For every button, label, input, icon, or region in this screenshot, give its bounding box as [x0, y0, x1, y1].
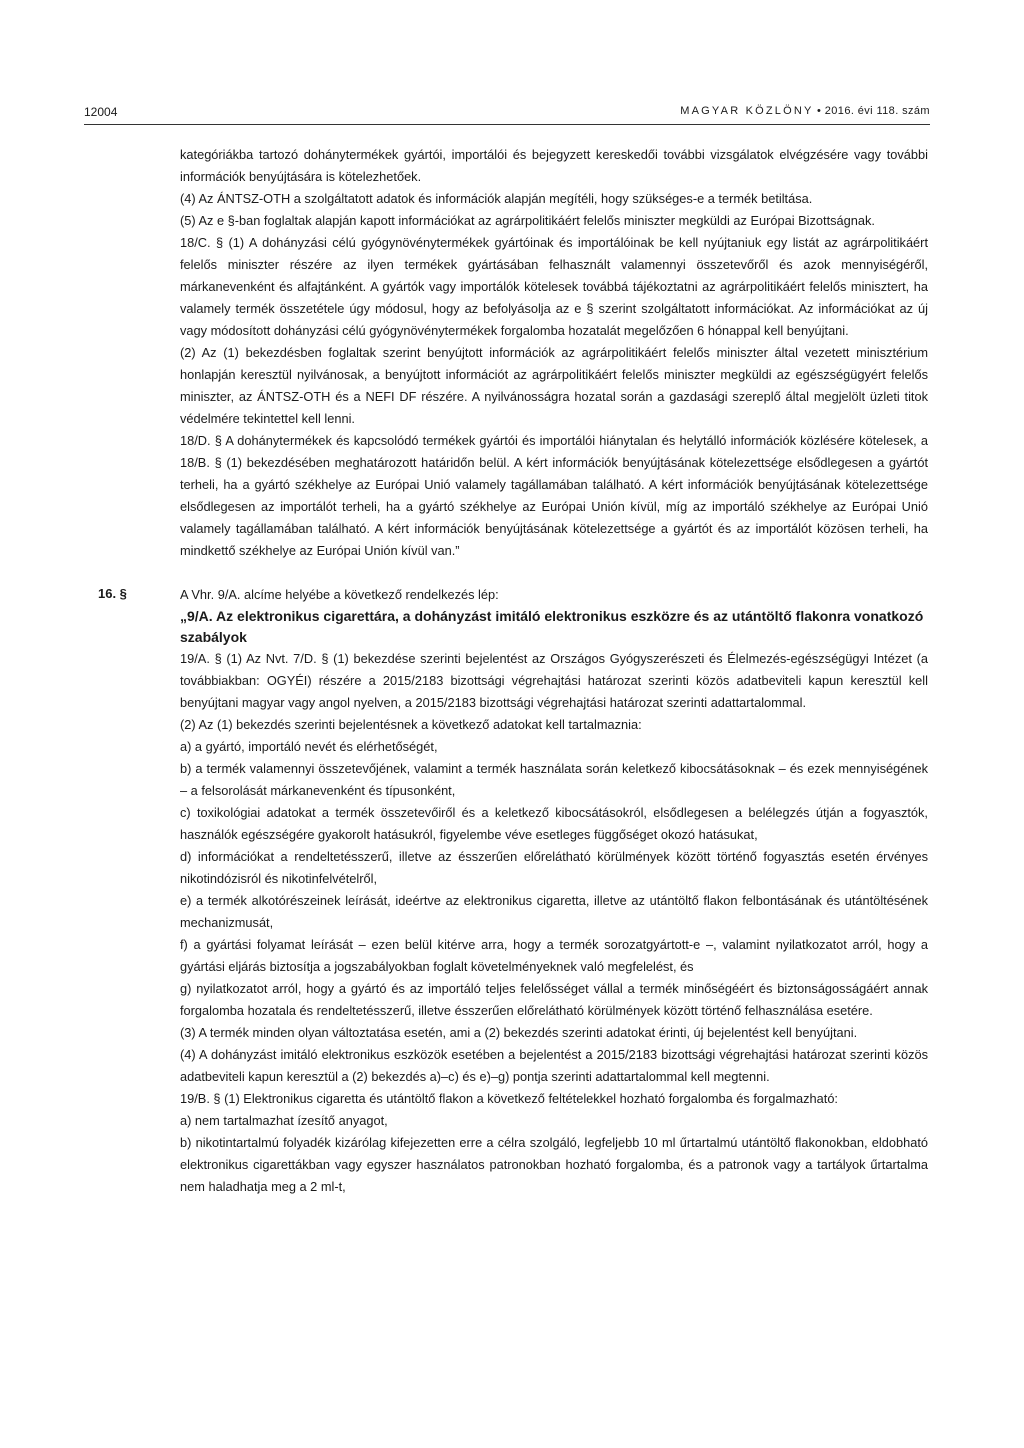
page-header: [84, 103, 930, 123]
list-item: b) nikotintartalmú folyadék kizárólag kifejezetten erre a célra szolgáló, legfeljebb 10 ml űrtartalmú utántöltő flakonokban, eldobható elektronikus cigarettákban vagy egyszer használatos patronokban hozható forgalomba, és a patronok vagy a tartályok űrtartalma nem haladhatja meg a 2 ml-t,: [180, 1135, 928, 1194]
paragraph: 18/C. § (1) A dohányzási célú gyógynövénytermékek gyártóinak és importálóinak be kell nyújtaniuk egy listát az agrárpolitikáért felelős miniszter részére az ilyen termékek gyártásában felhasznált valamennyi összetevőről és azok mennyiségéről, márkanevenként és alfajtánként. A gyártók vagy importálók kötelesek továbbá tájékoztatni az agrárpolitikáért felelős minisztert, ha valamely termék összetétele úgy módosul, hogy az befolyásolja az e § szerint szolgáltatott információkat. Az információkat az új vagy módosított dohányzási célú gyógynövénytermékek forgalomba hozatalát megelőzően 6 hónappal kell benyújtani.: [180, 235, 928, 338]
list-item: b) a termék valamennyi összetevőjének, valamint a termék használata során keletkező kibocsátásoknak – és ezek mennyiségének – a felsorolását márkanevenként és típusonként,: [180, 761, 928, 798]
paragraph: 19/A. § (1) Az Nvt. 7/D. § (1) bekezdése szerinti bejelentést az Országos Gyógyszerészeti és Élelmezés-egészségügyi Intézet (a továbbiakban: OGYÉI) részére a 2015/2183 bizottsági végrehajtási határozat szerinti közös adatbeviteli kapun keresztül kell benyújtani magyar vagy angol nyelven, a 2015/2183 bizottsági végrehajtási határozat szerinti adattartalommal.: [180, 651, 928, 710]
paragraph: kategóriákba tartozó dohánytermékek gyártói, importálói és bejegyzett kereskedői további vizsgálatok elvégzésére vagy további információk benyújtására is kötelezhetőek.: [180, 147, 928, 184]
header-rule: [84, 124, 930, 125]
paragraph: 18/D. § A dohánytermékek és kapcsolódó termékek gyártói és importálói hiánytalan és helytálló információk közlésére kötelesek, a 18/B. § (1) bekezdésében meghatározott határidőn belül. A kért információk benyújtásának kötelezettsége elsődlegesen a gyártót terheli, ha a gyártó székhelye az Európai Unió valamely tagállamában található. A kért információk benyújtásának kötelezettsége elsődlegesen az importálót terheli, ha a gyártó székhelye az Európai Unión kívül, míg az importáló székhelye az Európai Unió valamely tagállamában található. A kért információk benyújtásának kötelezettsége a gyártót és az importálót közösen terheli, ha mindkettő székhelye az Európai Unión kívül van.”: [180, 433, 928, 558]
header-bullet: •: [817, 105, 822, 117]
paragraph: (5) Az e §-ban foglaltak alapján kapott információkat az agrárpolitikáért felelős miniszter megküldi az Európai Bizottságnak.: [180, 213, 875, 228]
list-item: c) toxikológiai adatokat a termék összetevőiről és a keletkező kibocsátásokról, elsődlegesen a belélegzés útján a fogyasztók, használók egészségére gyakorolt hatásukról, figyelembe véve esetleges függőséget okozó hatásukat,: [180, 805, 928, 842]
section-number: 16. §: [98, 586, 127, 601]
paragraph: (2) Az (1) bekezdésben foglaltak szerint benyújtott információk az agrárpolitikáért felelős miniszter által vezetett minisztérium honlapján keresztül nyilvánosak, a benyújtott információt az agrárpolitikáért felelős miniszter megküldi az egészségügyért felelős miniszter, az ÁNTSZ-OTH és a NEFI DF részére. A nyilvánosságra hozatal során a gazdasági szereplő által megjelölt üzleti titok védelmére tekintettel kell lenni.: [180, 345, 928, 426]
page-number: 12004: [84, 105, 118, 119]
document-body: [180, 144, 928, 1198]
section-heading: „9/A. Az elektronikus cigarettára, a dohányzást imitáló elektronikus eszközre és az utántöltő flakonra vonatkozó szabályok: [180, 608, 924, 645]
paragraph: 19/B. § (1) Elektronikus cigaretta és utántöltő flakon a következő feltételekkel hozható forgalomba és forgalmazható:: [180, 1091, 838, 1106]
list-item: f) a gyártási folyamat leírását – ezen belül kitérve arra, hogy a termék sorozatgyártott-e –, valamint nyilatkozatot arról, hogy a gyártási eljárás biztosítja a jogszabályokban foglalt követelményeknek való megfelelést, és: [180, 937, 928, 974]
list-item: d) információkat a rendeltetésszerű, illetve az ésszerűen előrelátható körülmények között történő fogyasztás esetén érvényes nikotindózisról és nikotinfelvételről,: [180, 849, 928, 886]
list-item: g) nyilatkozatot arról, hogy a gyártó és az importáló teljes felelősséget vállal a termék minőségéért és biztonságosságáért annak forgalomba hozatala és rendeltetésszerű, illetve ésszerűen előrelátható körülmények között történő felhasználása esetére.: [180, 981, 928, 1018]
list-item: a) a gyártó, importáló nevét és elérhetőségét,: [180, 739, 438, 754]
journal-title: [680, 105, 930, 117]
issue-number: 2016. évi 118. szám: [824, 105, 930, 117]
paragraph: (4) A dohányzást imitáló elektronikus eszközök esetében a bejelentést a 2015/2183 bizottsági végrehajtási határozat szerinti közös adatbeviteli kapun keresztül a (2) bekezdés a)–c) és e)–g) pontja szerinti adattartalommal kell megtenni.: [180, 1047, 928, 1084]
section-intro: A Vhr. 9/A. alcíme helyébe a következő rendelkezés lép:: [180, 587, 499, 602]
section-gap: [180, 562, 928, 584]
paragraph: (2) Az (1) bekezdés szerinti bejelentésnek a következő adatokat kell tartalmaznia:: [180, 717, 642, 732]
paragraph: (3) A termék minden olyan változtatása esetén, ami a (2) bekezdés szerinti adatokat érinti, új bejelentést kell benyújtani.: [180, 1025, 858, 1040]
journal-name: MAGYAR KÖZLÖNY: [680, 105, 814, 117]
list-item: e) a termék alkotórészeinek leírását, ideértve az elektronikus cigaretta, illetve az utántöltő flakon felbontásának és utántöltésének mechanizmusát,: [180, 893, 928, 930]
list-item: a) nem tartalmazhat ízesítő anyagot,: [180, 1113, 388, 1128]
paragraph: (4) Az ÁNTSZ-OTH a szolgáltatott adatok és információk alapján megítéli, hogy szükséges-e a termék betiltása.: [180, 191, 813, 206]
